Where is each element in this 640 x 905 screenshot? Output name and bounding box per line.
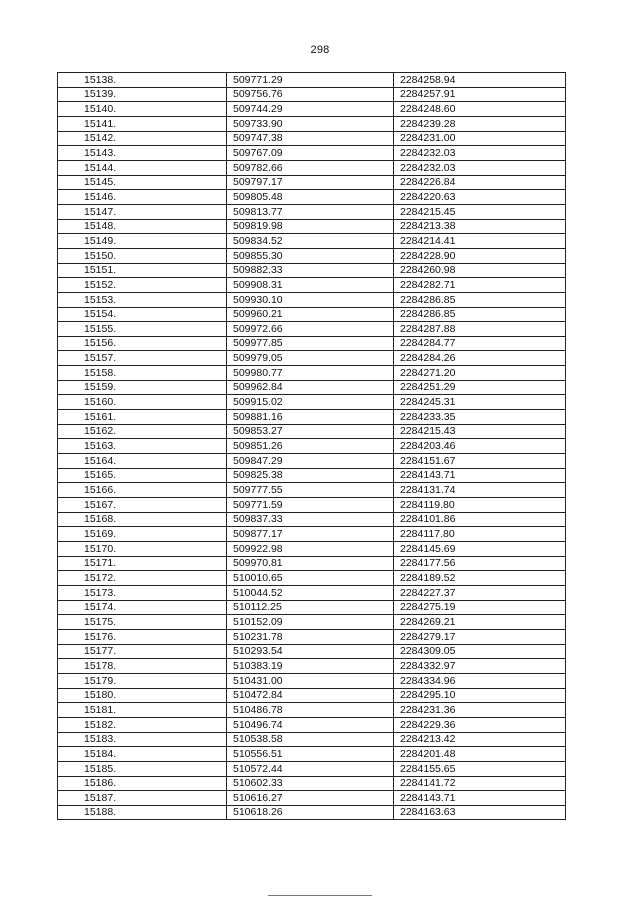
table-row <box>58 102 566 117</box>
y-coordinate-cell: 2284155.65 <box>394 761 566 776</box>
y-coordinate-cell: 2284282.71 <box>394 278 566 293</box>
y-coordinate-cell: 2284287.88 <box>394 322 566 337</box>
point-number-cell: 15180. <box>58 688 227 703</box>
table-row <box>58 175 566 190</box>
y-coordinate-cell: 2284163.63 <box>394 805 566 820</box>
point-number-cell: 15179. <box>58 673 227 688</box>
point-number-cell: 15175. <box>58 615 227 630</box>
table-row <box>58 571 566 586</box>
x-coordinate-cell: 509877.17 <box>227 527 394 542</box>
point-number-cell: 15184. <box>58 747 227 762</box>
point-number-cell: 15148. <box>58 219 227 234</box>
point-number-cell: 15152. <box>58 278 227 293</box>
x-coordinate-cell: 510152.09 <box>227 615 394 630</box>
y-coordinate-cell: 2284279.17 <box>394 629 566 644</box>
point-number-cell: 15156. <box>58 336 227 351</box>
y-coordinate-cell: 2284213.38 <box>394 219 566 234</box>
table-row <box>58 219 566 234</box>
table-row <box>58 439 566 454</box>
point-number-cell: 15185. <box>58 761 227 776</box>
coordinates-table-body <box>58 73 566 820</box>
point-number-cell: 15182. <box>58 717 227 732</box>
x-coordinate-cell: 509825.38 <box>227 468 394 483</box>
y-coordinate-cell: 2284260.98 <box>394 263 566 278</box>
table-row <box>58 483 566 498</box>
table-row <box>58 703 566 718</box>
x-coordinate-cell: 510010.65 <box>227 571 394 586</box>
y-coordinate-cell: 2284189.52 <box>394 571 566 586</box>
x-coordinate-cell: 509767.09 <box>227 146 394 161</box>
x-coordinate-cell: 510231.78 <box>227 629 394 644</box>
point-number-cell: 15166. <box>58 483 227 498</box>
point-number-cell: 15176. <box>58 629 227 644</box>
y-coordinate-cell: 2284213.42 <box>394 732 566 747</box>
table-row <box>58 410 566 425</box>
table-row <box>58 542 566 557</box>
y-coordinate-cell: 2284232.03 <box>394 160 566 175</box>
point-number-cell: 15177. <box>58 644 227 659</box>
table-row <box>58 512 566 527</box>
y-coordinate-cell: 2284286.85 <box>394 307 566 322</box>
y-coordinate-cell: 2284257.91 <box>394 87 566 102</box>
point-number-cell: 15171. <box>58 556 227 571</box>
table-row <box>58 204 566 219</box>
x-coordinate-cell: 509797.17 <box>227 175 394 190</box>
y-coordinate-cell: 2284143.71 <box>394 791 566 806</box>
point-number-cell: 15160. <box>58 395 227 410</box>
table-row <box>58 395 566 410</box>
table-row <box>58 615 566 630</box>
y-coordinate-cell: 2284141.72 <box>394 776 566 791</box>
table-row <box>58 791 566 806</box>
x-coordinate-cell: 509851.26 <box>227 439 394 454</box>
table-row <box>58 527 566 542</box>
table-row <box>58 585 566 600</box>
x-coordinate-cell: 509853.27 <box>227 424 394 439</box>
x-coordinate-cell: 509756.76 <box>227 87 394 102</box>
x-coordinate-cell: 509962.84 <box>227 380 394 395</box>
x-coordinate-cell: 509930.10 <box>227 292 394 307</box>
y-coordinate-cell: 2284215.43 <box>394 424 566 439</box>
table-row <box>58 556 566 571</box>
table-row <box>58 805 566 820</box>
table-row <box>58 600 566 615</box>
y-coordinate-cell: 2284220.63 <box>394 190 566 205</box>
point-number-cell: 15157. <box>58 351 227 366</box>
x-coordinate-cell: 509922.98 <box>227 542 394 557</box>
x-coordinate-cell: 510496.74 <box>227 717 394 732</box>
x-coordinate-cell: 510602.33 <box>227 776 394 791</box>
y-coordinate-cell: 2284258.94 <box>394 73 566 88</box>
table-row <box>58 234 566 249</box>
x-coordinate-cell: 509819.98 <box>227 219 394 234</box>
table-row <box>58 659 566 674</box>
y-coordinate-cell: 2284231.36 <box>394 703 566 718</box>
point-number-cell: 15149. <box>58 234 227 249</box>
point-number-cell: 15181. <box>58 703 227 718</box>
x-coordinate-cell: 510383.19 <box>227 659 394 674</box>
x-coordinate-cell: 509908.31 <box>227 278 394 293</box>
x-coordinate-cell: 509960.21 <box>227 307 394 322</box>
point-number-cell: 15155. <box>58 322 227 337</box>
coordinates-table <box>57 72 566 820</box>
table-row <box>58 278 566 293</box>
bottom-rule <box>268 895 372 896</box>
point-number-cell: 15138. <box>58 73 227 88</box>
table-row <box>58 336 566 351</box>
y-coordinate-cell: 2284228.90 <box>394 248 566 263</box>
point-number-cell: 15153. <box>58 292 227 307</box>
y-coordinate-cell: 2284275.19 <box>394 600 566 615</box>
y-coordinate-cell: 2284332.97 <box>394 659 566 674</box>
point-number-cell: 15158. <box>58 366 227 381</box>
point-number-cell: 15173. <box>58 585 227 600</box>
x-coordinate-cell: 509855.30 <box>227 248 394 263</box>
y-coordinate-cell: 2284119.80 <box>394 498 566 513</box>
y-coordinate-cell: 2284151.67 <box>394 454 566 469</box>
x-coordinate-cell: 509847.29 <box>227 454 394 469</box>
y-coordinate-cell: 2284248.60 <box>394 102 566 117</box>
x-coordinate-cell: 509882.33 <box>227 263 394 278</box>
y-coordinate-cell: 2284269.21 <box>394 615 566 630</box>
y-coordinate-cell: 2284245.31 <box>394 395 566 410</box>
y-coordinate-cell: 2284117.80 <box>394 527 566 542</box>
point-number-cell: 15169. <box>58 527 227 542</box>
x-coordinate-cell: 509972.66 <box>227 322 394 337</box>
table-row <box>58 190 566 205</box>
point-number-cell: 15178. <box>58 659 227 674</box>
x-coordinate-cell: 509733.90 <box>227 116 394 131</box>
y-coordinate-cell: 2284239.28 <box>394 116 566 131</box>
point-number-cell: 15150. <box>58 248 227 263</box>
point-number-cell: 15174. <box>58 600 227 615</box>
table-row <box>58 116 566 131</box>
point-number-cell: 15147. <box>58 204 227 219</box>
x-coordinate-cell: 509881.16 <box>227 410 394 425</box>
table-row <box>58 498 566 513</box>
y-coordinate-cell: 2284227.37 <box>394 585 566 600</box>
point-number-cell: 15165. <box>58 468 227 483</box>
y-coordinate-cell: 2284232.03 <box>394 146 566 161</box>
table-row <box>58 761 566 776</box>
table-row <box>58 160 566 175</box>
point-number-cell: 15170. <box>58 542 227 557</box>
y-coordinate-cell: 2284215.45 <box>394 204 566 219</box>
table-row <box>58 366 566 381</box>
point-number-cell: 15143. <box>58 146 227 161</box>
table-row <box>58 717 566 732</box>
page-number: 298 <box>310 44 330 56</box>
table-row <box>58 644 566 659</box>
y-coordinate-cell: 2284201.48 <box>394 747 566 762</box>
table-row <box>58 307 566 322</box>
point-number-cell: 15142. <box>58 131 227 146</box>
x-coordinate-cell: 509970.81 <box>227 556 394 571</box>
x-coordinate-cell: 509915.02 <box>227 395 394 410</box>
x-coordinate-cell: 509771.29 <box>227 73 394 88</box>
table-row <box>58 688 566 703</box>
x-coordinate-cell: 510572.44 <box>227 761 394 776</box>
table-row <box>58 351 566 366</box>
table-row <box>58 263 566 278</box>
point-number-cell: 15145. <box>58 175 227 190</box>
point-number-cell: 15146. <box>58 190 227 205</box>
x-coordinate-cell: 509813.77 <box>227 204 394 219</box>
y-coordinate-cell: 2284229.36 <box>394 717 566 732</box>
y-coordinate-cell: 2284309.05 <box>394 644 566 659</box>
y-coordinate-cell: 2284284.26 <box>394 351 566 366</box>
x-coordinate-cell: 509834.52 <box>227 234 394 249</box>
point-number-cell: 15139. <box>58 87 227 102</box>
point-number-cell: 15164. <box>58 454 227 469</box>
y-coordinate-cell: 2284101.86 <box>394 512 566 527</box>
y-coordinate-cell: 2284177.56 <box>394 556 566 571</box>
table-row <box>58 131 566 146</box>
point-number-cell: 15159. <box>58 380 227 395</box>
point-number-cell: 15161. <box>58 410 227 425</box>
point-number-cell: 15140. <box>58 102 227 117</box>
x-coordinate-cell: 510538.58 <box>227 732 394 747</box>
y-coordinate-cell: 2284286.85 <box>394 292 566 307</box>
y-coordinate-cell: 2284131.74 <box>394 483 566 498</box>
x-coordinate-cell: 510616.27 <box>227 791 394 806</box>
x-coordinate-cell: 510044.52 <box>227 585 394 600</box>
y-coordinate-cell: 2284226.84 <box>394 175 566 190</box>
point-number-cell: 15163. <box>58 439 227 454</box>
y-coordinate-cell: 2284145.69 <box>394 542 566 557</box>
x-coordinate-cell: 509747.38 <box>227 131 394 146</box>
point-number-cell: 15151. <box>58 263 227 278</box>
table-row <box>58 747 566 762</box>
x-coordinate-cell: 510293.54 <box>227 644 394 659</box>
table-row <box>58 322 566 337</box>
x-coordinate-cell: 509977.85 <box>227 336 394 351</box>
table-row <box>58 87 566 102</box>
point-number-cell: 15172. <box>58 571 227 586</box>
x-coordinate-cell: 510431.00 <box>227 673 394 688</box>
x-coordinate-cell: 509837.33 <box>227 512 394 527</box>
x-coordinate-cell: 509777.55 <box>227 483 394 498</box>
x-coordinate-cell: 509771.59 <box>227 498 394 513</box>
table-row <box>58 673 566 688</box>
table-row <box>58 424 566 439</box>
x-coordinate-cell: 509979.05 <box>227 351 394 366</box>
point-number-cell: 15167. <box>58 498 227 513</box>
point-number-cell: 15154. <box>58 307 227 322</box>
point-number-cell: 15188. <box>58 805 227 820</box>
y-coordinate-cell: 2284271.20 <box>394 366 566 381</box>
table-row <box>58 248 566 263</box>
table-row <box>58 776 566 791</box>
x-coordinate-cell: 509744.29 <box>227 102 394 117</box>
y-coordinate-cell: 2284143.71 <box>394 468 566 483</box>
y-coordinate-cell: 2284251.29 <box>394 380 566 395</box>
x-coordinate-cell: 510618.26 <box>227 805 394 820</box>
table-row <box>58 468 566 483</box>
point-number-cell: 15168. <box>58 512 227 527</box>
table-row <box>58 629 566 644</box>
y-coordinate-cell: 2284203.46 <box>394 439 566 454</box>
y-coordinate-cell: 2284233.35 <box>394 410 566 425</box>
x-coordinate-cell: 510556.51 <box>227 747 394 762</box>
x-coordinate-cell: 509805.48 <box>227 190 394 205</box>
point-number-cell: 15187. <box>58 791 227 806</box>
point-number-cell: 15183. <box>58 732 227 747</box>
table-row <box>58 146 566 161</box>
y-coordinate-cell: 2284231.00 <box>394 131 566 146</box>
point-number-cell: 15144. <box>58 160 227 175</box>
table-row <box>58 454 566 469</box>
y-coordinate-cell: 2284295.10 <box>394 688 566 703</box>
table-row <box>58 380 566 395</box>
y-coordinate-cell: 2284334.96 <box>394 673 566 688</box>
table-row <box>58 292 566 307</box>
point-number-cell: 15186. <box>58 776 227 791</box>
table-row <box>58 732 566 747</box>
table-row <box>58 73 566 88</box>
x-coordinate-cell: 509782.66 <box>227 160 394 175</box>
y-coordinate-cell: 2284214.41 <box>394 234 566 249</box>
point-number-cell: 15162. <box>58 424 227 439</box>
x-coordinate-cell: 510472.84 <box>227 688 394 703</box>
x-coordinate-cell: 510112.25 <box>227 600 394 615</box>
point-number-cell: 15141. <box>58 116 227 131</box>
x-coordinate-cell: 509980.77 <box>227 366 394 381</box>
x-coordinate-cell: 510486.78 <box>227 703 394 718</box>
y-coordinate-cell: 2284284.77 <box>394 336 566 351</box>
